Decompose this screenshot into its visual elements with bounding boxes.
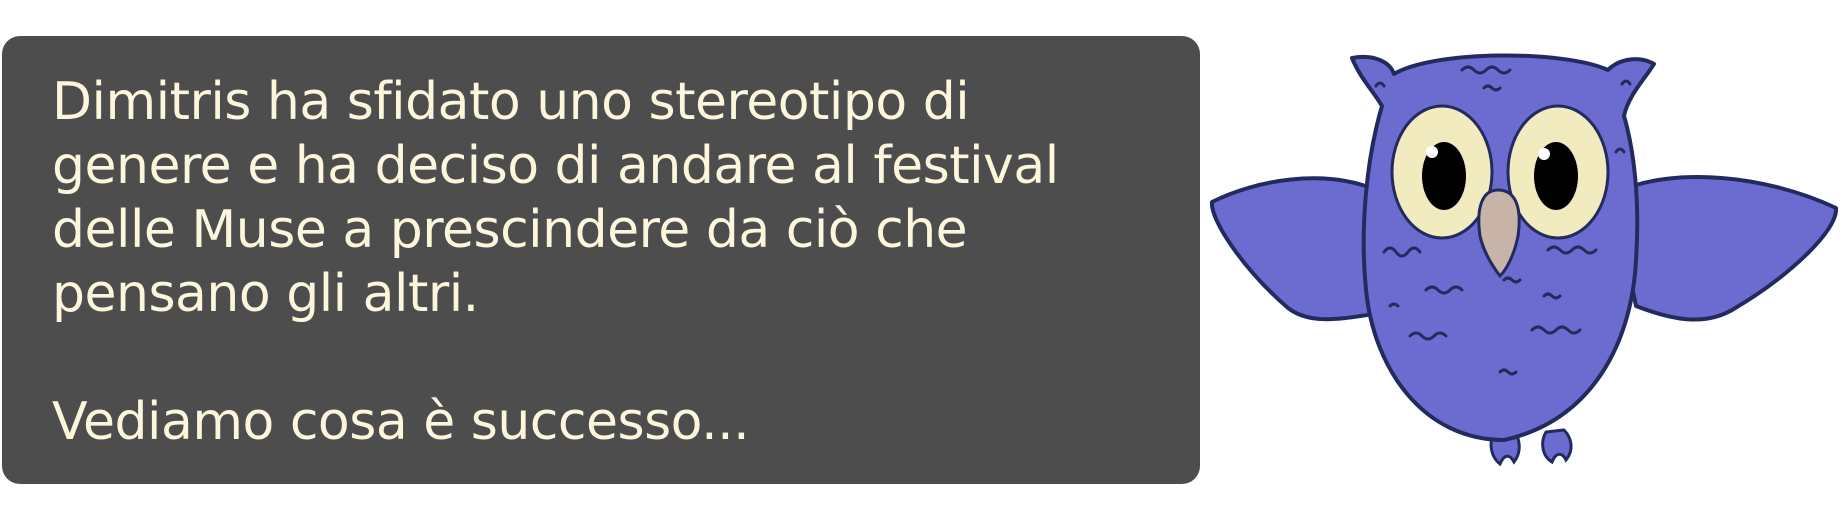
speech-box [2,36,1200,484]
owl-right-foot [1543,430,1571,462]
owl-mascot-icon [1204,40,1840,480]
speech-text-teaser: Vediamo cosa è successo... [52,392,750,452]
owl-right-eye-shine [1538,148,1550,160]
speech-text-intro: Dimitris ha sfidato uno stereotipo di genere e ha deciso di andare al festival delle Muse a prescindere da ciò che pensano gli altri. [52,72,1059,324]
owl-right-wing [1620,177,1836,320]
speech-spacer [52,326,1150,390]
owl-left-eye-shine [1426,146,1438,158]
